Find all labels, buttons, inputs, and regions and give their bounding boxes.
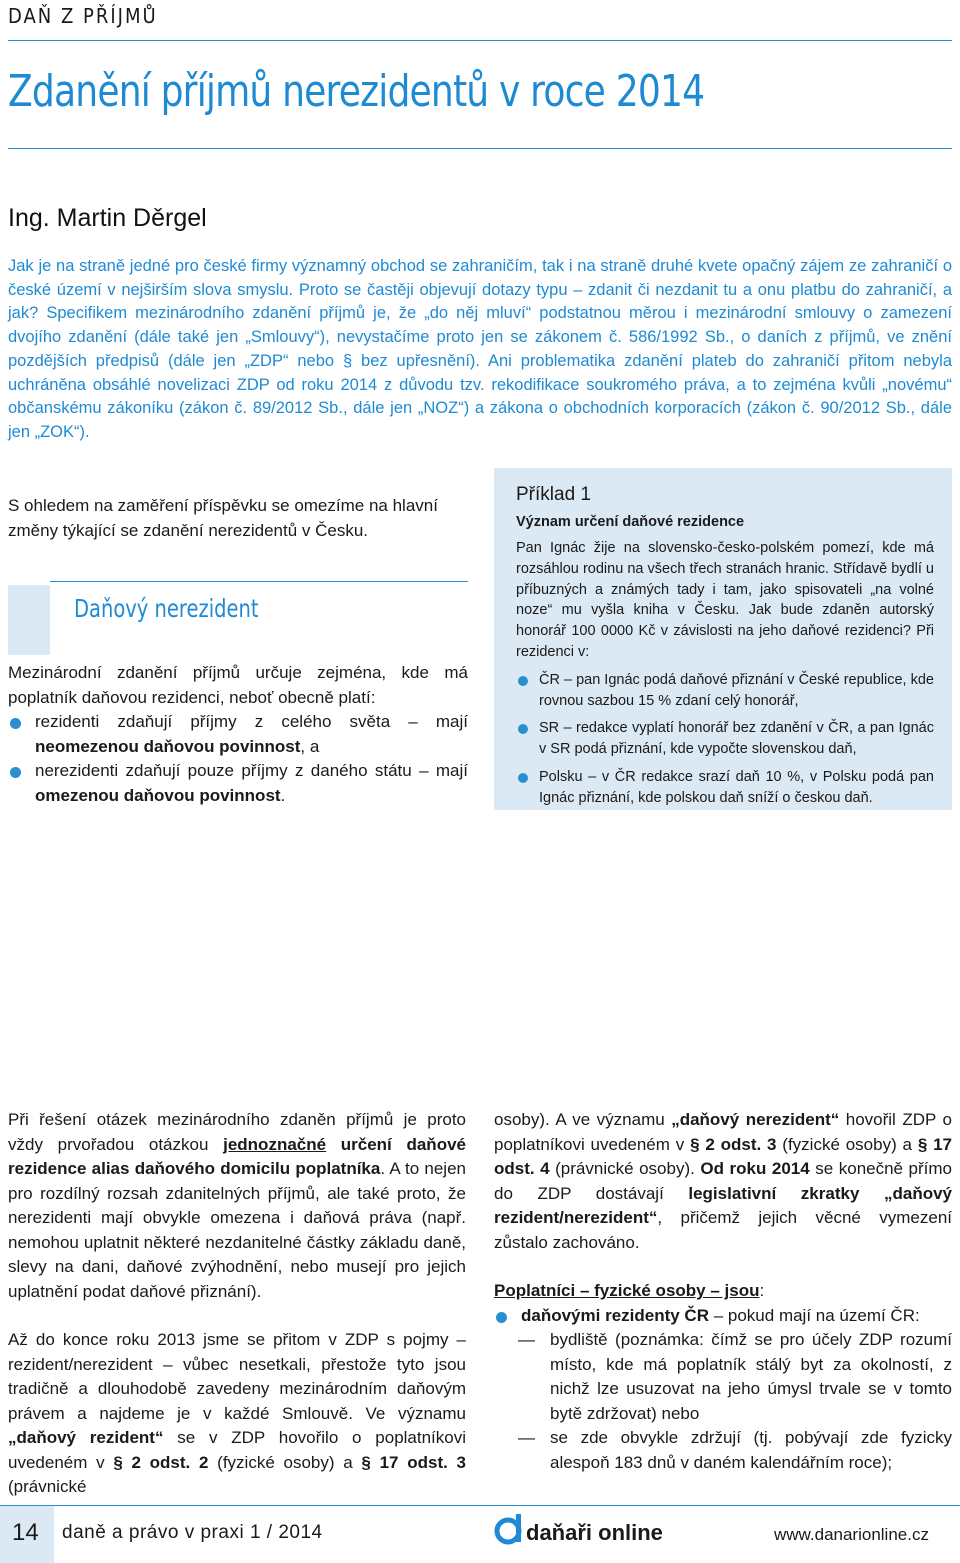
page-number: 14 [12, 1519, 39, 1546]
title-rule [8, 148, 952, 149]
emphasis: § 2 odst. 3 [690, 1134, 777, 1154]
text: se konečně přímo do ZDP dostávají [494, 1159, 952, 1203]
text: : [759, 1281, 765, 1300]
text: osoby). A ve významu [494, 1110, 672, 1129]
list-item: Polsku – v ČR redakce srazí daň 10 %, v Polsku podá pan Ignác přiznání, kde polskou daň sníží o českou daň. [516, 767, 934, 809]
subhead-marker [8, 585, 50, 655]
text: (fyzické osoby) a [208, 1452, 362, 1472]
list-text: nerezidenti zdaňují pouze příjmy z daného státu – mají [35, 761, 468, 780]
intro-paragraph: S ohledem na zaměření příspěvku se omezíme na hlavní změny týkající se zdanění nerezidentů v Česku. [8, 496, 438, 540]
left-paragraph: Mezinárodní zdanění příjmů určuje zejména, kde má poplatník daňovou rezidenci, neboť obecně platí: [8, 663, 468, 707]
list-emphasis: daňovými rezidenty ČR [521, 1305, 709, 1325]
emphasis: § 17 odst. 4 [494, 1134, 952, 1178]
emphasis: § 2 odst. 2 [113, 1452, 209, 1472]
text: (právnické osoby). [549, 1159, 701, 1178]
residence-list [8, 710, 468, 808]
example-list [516, 670, 934, 809]
list-text: – pokud mají na území ČR: [709, 1305, 920, 1325]
list-item: ČR – pan Ignác podá daňové přiznání v České republice, kde rovnou sazbou 15 % zdaní celý honorář, [516, 670, 934, 712]
list-item: SR – redakce vyplatí honorář bez zdanění v ČR, a pan Ignác v SR podá přiznání, kde vypočte slovenskou daň, [516, 718, 934, 760]
list-item [494, 1304, 952, 1329]
emphasis: jednoznačné [223, 1134, 327, 1154]
paragraph [8, 1108, 466, 1304]
emphasis: § 17 odst. 3 [361, 1452, 466, 1472]
list-item [8, 759, 468, 808]
header-rule [8, 40, 952, 41]
bottom-right-column [494, 1108, 952, 1475]
page-number-box [0, 1506, 54, 1563]
emphasis: určení daňové rezidence alias daňového domicilu poplatníka [8, 1134, 466, 1178]
emphasis: legislativní zkratky „daňový rezident/nerezident“ [494, 1183, 952, 1227]
page-title: Zdanění příjmů nerezidentů v roce 2014 [8, 66, 705, 117]
footer-rule [0, 1505, 960, 1506]
publication-name: daně a právo v praxi 1 / 2014 [62, 1522, 323, 1543]
example-text: Pan Ignác žije na slovensko-česko-polském pomezí, kde má rozsáhlou rodinu na všech třech stranách hranic. Střídavě bydlí u příbuzných a známých tady i tam, jako spisovateli „na volné noze“ mu vyšla kniha v Česku. Jak bude zdaněn autorský honorář 100 0000 Kč v závislosti na jeho daňové rezidenci? Při rezidenci v: [516, 540, 934, 660]
text: Až do konce roku 2013 jsme se přitom v ZDP s pojmy – rezident/nerezident – vůbec nesetkali, přestože tyto jsou tradičně a dlouhodobě zavedeny mezinárodním daňovým právem a najdeme je v každé Smlouvě. Ve významu [8, 1330, 466, 1423]
bottom-left-column [8, 1108, 466, 1500]
list-text: , a [300, 736, 320, 756]
list-emphasis: omezenou daňovou povinnost [35, 785, 281, 805]
paragraph [8, 1328, 466, 1500]
emphasis: „daňový nerezident“ [671, 1110, 840, 1129]
emphasis: Poplatníci – fyzické osoby – jsou [494, 1281, 760, 1300]
text: se v ZDP hovořilo o poplatníkovi uvedeném v [8, 1428, 467, 1472]
text: Při řešení otázek mezinárodního zdaněn příjmů je proto vždy prvořadou otázkou [8, 1110, 466, 1154]
list-item: — bydliště (poznámka: čímž se pro účely ZDP rozumí místo, kde má poplatník stálý byt za okolností, z nichž lze usuzovat na jeho úmysl trvale se v tomto bytě zdržovat) nebo [494, 1328, 952, 1426]
conditions-list [494, 1328, 952, 1475]
paragraph [494, 1279, 952, 1304]
list-text: rezidenti zdaňují příjmy z celého světa – mají [35, 712, 468, 731]
emphasis: „daňový rezident“ [8, 1428, 164, 1447]
list-item: — se zde obvykle zdržují (tj. pobývají zde fyzicky alespoň 183 dnů v daném kalendářním roce); [494, 1426, 952, 1475]
list-item [8, 710, 468, 759]
subhead-rule [50, 581, 468, 582]
author: Ing. Martin Děrgel [8, 204, 207, 232]
text: . A to nejen pro rozdílný rozsah zdanitelných příjmů, ale také proto, že nerezidenti mají obvykle omezena i daňová práva (např. nemohou uplatnit některé nezdanitelné částky základu daně, slevy na dani, daňové zvýhodnění, nebo musejí pro jejich uplatnění podat daňové přiznání). [8, 1159, 466, 1301]
text: (fyzické osoby) a [776, 1134, 918, 1154]
text: , přičemž jejich věcné vymezení zůstalo zachováno. [494, 1208, 952, 1252]
text: hovořil ZDP o poplatníkovi uvedeném v [494, 1110, 952, 1154]
text: (právnické [8, 1477, 87, 1496]
example-subtitle: Význam určení daňové rezidence [516, 514, 745, 530]
logo-icon [494, 1512, 663, 1548]
section-heading: Daňový nerezident [74, 594, 259, 623]
list-emphasis: neomezenou daňovou povinnost [35, 736, 301, 756]
left-column [8, 661, 468, 808]
emphasis: Od roku 2014 [700, 1159, 810, 1178]
logo-text: daňaři online [526, 1520, 663, 1545]
paragraph [494, 1108, 952, 1255]
section-label: DAŇ Z PŘÍJMŮ [8, 4, 158, 28]
list-text: . [280, 785, 286, 805]
logo [494, 1512, 663, 1548]
example-box [494, 468, 952, 810]
website-link[interactable]: www.danarionline.cz [774, 1525, 929, 1544]
residents-list [494, 1304, 952, 1329]
text [326, 1135, 341, 1154]
example-title: Příklad 1 [516, 484, 591, 505]
lead-paragraph: Jak je na straně jedné pro české firmy významný obchod se zahraničím, tak i na straně druhé kvete opačný zájem ze zahraničí o české území v nejširším slova smyslu. Proto se častěji objevují dotazy typu – zdanit či nezdanit tu a onu platbu do zahraničí, a jak? Specifikem mezinárodního zdanění příjmů je, že „do něj mluví“ podstatnou měrou i mezinárodní smlouvy o zamezení dvojího zdanění (dále také jen „Smlouvy“), nevystačíme proto jen se zákonem č. 586/1992 Sb., o daních z příjmů, ve znění pozdějších předpisů (dále jen „ZDP“ nebo § bez upřesnění). Ani problematika zdanění plateb do zahraničí přitom nebyla uchráněna obsáhlé novelizaci ZDP od roku 2014 z důvodu tzv. rekodifikace soukromého práva, a to zejména kvůli „novému“ občanskému zákoníku (zákon č. 89/2012 Sb., dále jen „NOZ“) a zákona o obchodních korporacích (zákon č. 90/2012 Sb., dále jen „ZOK“). [8, 257, 952, 441]
